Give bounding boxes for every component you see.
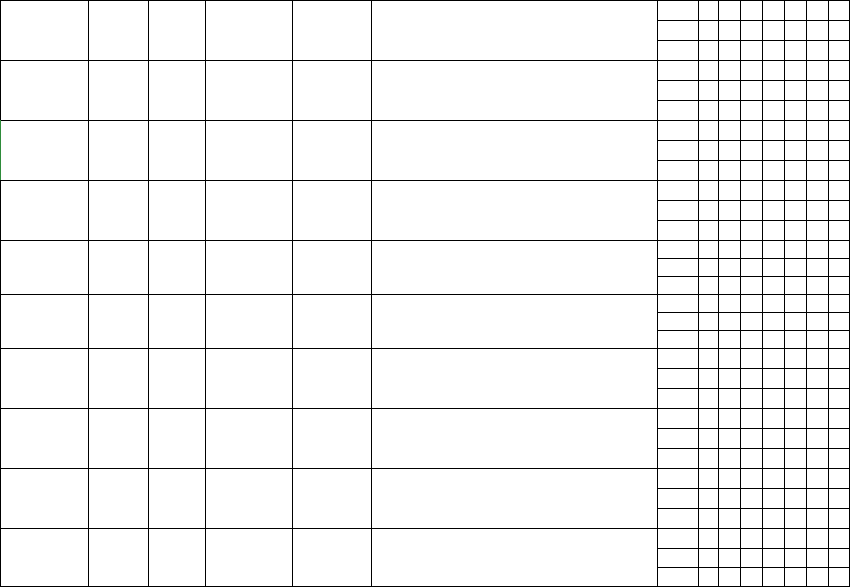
grid-line xyxy=(0,240,850,241)
grid-line xyxy=(657,276,850,277)
grid-line xyxy=(205,0,206,587)
doctor-name xyxy=(0,0,88,60)
doctor-specialty xyxy=(371,60,657,120)
grid-line xyxy=(657,200,850,201)
grid-line xyxy=(657,368,850,369)
grid-line xyxy=(657,388,850,389)
doctor-title xyxy=(205,468,292,528)
doctor-department xyxy=(292,180,371,240)
doctor-age xyxy=(148,294,205,348)
grid-line xyxy=(828,0,829,587)
doctor-age xyxy=(148,408,205,468)
grid-line xyxy=(657,258,850,259)
schedule-check-mark xyxy=(806,120,828,140)
doctor-specialty xyxy=(371,528,657,587)
shift-label xyxy=(657,548,698,567)
shift-label xyxy=(657,408,698,428)
doctor-title xyxy=(205,120,292,180)
doctor-specialty xyxy=(371,0,657,60)
grid-line xyxy=(657,160,850,161)
doctor-gender xyxy=(88,528,148,587)
grid-line xyxy=(0,120,1,180)
shift-label xyxy=(657,312,698,330)
schedule-check-mark xyxy=(698,258,718,276)
grid-line xyxy=(657,220,850,221)
doctor-department xyxy=(292,348,371,408)
grid-line xyxy=(0,468,850,469)
grid-line xyxy=(88,0,89,587)
shift-label xyxy=(657,368,698,388)
grid-line xyxy=(784,0,785,587)
schedule-check-mark xyxy=(698,528,718,548)
doctor-department xyxy=(292,120,371,180)
doctor-title xyxy=(205,528,292,587)
grid-line xyxy=(657,567,850,568)
grid-line xyxy=(740,0,741,587)
shift-label xyxy=(657,388,698,408)
schedule-check-mark xyxy=(740,120,762,140)
shift-label xyxy=(657,160,698,180)
doctor-specialty xyxy=(371,408,657,468)
shift-label xyxy=(657,220,698,240)
shift-label xyxy=(657,428,698,448)
grid-line xyxy=(0,294,850,295)
shift-label xyxy=(657,60,698,80)
schedule-check-mark xyxy=(718,368,740,388)
doctor-department xyxy=(292,294,371,348)
doctor-department xyxy=(292,408,371,468)
doctor-gender xyxy=(88,294,148,348)
doctor-department xyxy=(292,60,371,120)
doctor-name xyxy=(0,348,88,408)
shift-label xyxy=(657,180,698,200)
shift-label xyxy=(657,468,698,488)
doctor-title xyxy=(205,294,292,348)
doctor-title xyxy=(205,180,292,240)
doctor-gender xyxy=(88,348,148,408)
shift-label xyxy=(657,448,698,468)
grid-line xyxy=(657,330,850,331)
shift-label xyxy=(657,100,698,120)
doctor-title xyxy=(205,348,292,408)
doctor-title xyxy=(205,60,292,120)
grid-line xyxy=(657,20,850,21)
grid-line xyxy=(371,0,372,587)
shift-label xyxy=(657,258,698,276)
shift-label xyxy=(657,200,698,220)
doctor-name xyxy=(0,294,88,348)
grid-line xyxy=(0,180,850,181)
doctor-age xyxy=(148,348,205,408)
doctor-age xyxy=(148,0,205,60)
doctor-specialty xyxy=(371,348,657,408)
doctor-name xyxy=(0,180,88,240)
schedule-check-mark xyxy=(806,140,828,160)
shift-label xyxy=(657,330,698,348)
doctor-specialty xyxy=(371,120,657,180)
doctor-name xyxy=(0,468,88,528)
doctor-title xyxy=(205,240,292,294)
doctor-title xyxy=(205,408,292,468)
doctor-gender xyxy=(88,120,148,180)
grid-line xyxy=(657,428,850,429)
grid-line xyxy=(0,0,850,1)
grid-line xyxy=(657,40,850,41)
doctor-department xyxy=(292,240,371,294)
doctor-department xyxy=(292,468,371,528)
doctor-name xyxy=(0,60,88,120)
grid-line xyxy=(806,0,807,587)
schedule-check-mark xyxy=(718,312,740,330)
doctor-specialty xyxy=(371,240,657,294)
shift-label xyxy=(657,240,698,258)
doctor-specialty xyxy=(371,294,657,348)
grid-line xyxy=(0,348,850,349)
doctor-department xyxy=(292,528,371,587)
grid-line xyxy=(148,0,149,587)
doctor-name xyxy=(0,240,88,294)
grid-line xyxy=(657,548,850,549)
doctor-gender xyxy=(88,240,148,294)
shift-label xyxy=(657,488,698,508)
doctor-gender xyxy=(88,60,148,120)
doctor-age xyxy=(148,528,205,587)
doctor-title xyxy=(205,0,292,60)
doctor-specialty xyxy=(371,468,657,528)
schedule-check-mark xyxy=(784,428,806,448)
shift-label xyxy=(657,120,698,140)
schedule-check-mark xyxy=(762,488,784,508)
shift-label xyxy=(657,80,698,100)
doctor-gender xyxy=(88,468,148,528)
shift-label xyxy=(657,528,698,548)
schedule-check-mark xyxy=(762,180,784,200)
doctor-gender xyxy=(88,408,148,468)
grid-line xyxy=(657,448,850,449)
doctor-age xyxy=(148,180,205,240)
shift-label xyxy=(657,567,698,587)
grid-line xyxy=(657,0,658,587)
grid-line xyxy=(762,0,763,587)
grid-line xyxy=(657,488,850,489)
grid-line xyxy=(0,528,850,529)
grid-line xyxy=(0,408,850,409)
doctor-age xyxy=(148,468,205,528)
grid-line xyxy=(657,312,850,313)
doctor-gender xyxy=(88,180,148,240)
shift-label xyxy=(657,40,698,60)
grid-line xyxy=(0,120,850,121)
shift-label xyxy=(657,140,698,160)
shift-label xyxy=(657,20,698,40)
doctor-age xyxy=(148,60,205,120)
doctor-name xyxy=(0,408,88,468)
grid-line xyxy=(0,0,1,587)
doctor-name xyxy=(0,528,88,587)
grid-line xyxy=(657,508,850,509)
shift-label xyxy=(657,276,698,294)
shift-label xyxy=(657,294,698,312)
doctor-gender xyxy=(88,0,148,60)
grid-line xyxy=(718,0,719,587)
doctor-age xyxy=(148,240,205,294)
shift-label xyxy=(657,508,698,528)
grid-line xyxy=(292,0,293,587)
grid-line xyxy=(657,100,850,101)
schedule-check-mark xyxy=(784,60,806,80)
doctor-name xyxy=(0,120,88,180)
shift-label xyxy=(657,0,698,20)
grid-line xyxy=(0,60,850,61)
doctor-department xyxy=(292,0,371,60)
doctor-age xyxy=(148,120,205,180)
schedule-check-mark xyxy=(698,0,718,20)
doctor-specialty xyxy=(371,180,657,240)
grid-line xyxy=(698,0,699,587)
grid-line xyxy=(657,80,850,81)
shift-label xyxy=(657,348,698,368)
